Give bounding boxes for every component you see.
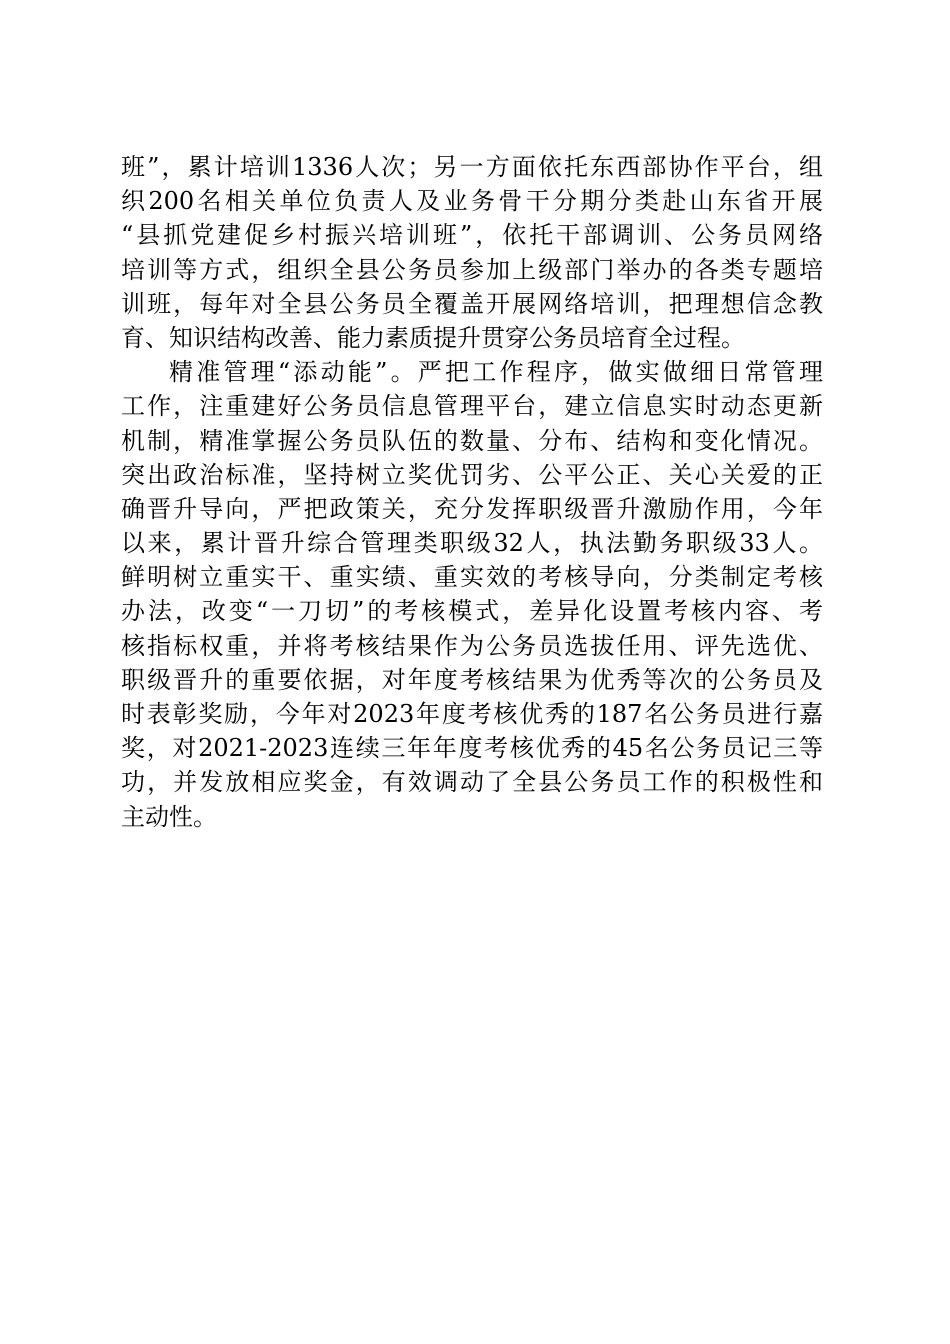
text-line: 育、知识结构改善、能力素质提升贯穿公务员培育全过程。 [121,323,745,352]
text-line: “县抓党建促乡村振兴培训班”，依托干部调训、公务员网络 [121,221,823,250]
text-line: 培训等方式，组织全县公务员参加上级部门举办的各类专题培 [121,255,823,284]
text-line: 鲜明树立重实干、重实绩、重实效的考核导向，分类制定考核 [121,563,823,592]
text-line: 功，并发放相应奖金，有效调动了全县公务员工作的积极性和 [121,768,823,797]
text-line: 确晋升导向，严把政策关，充分发挥职级晋升激励作用，今年 [121,494,823,523]
text-line: 织200名相关单位负责人及业务骨干分期分类赴山东省开展 [121,187,823,216]
paragraph-heading-line: 精准管理“添动能”。严把工作程序，做实做细日常管理 [169,358,823,387]
text-line: 班”，累计培训1336人次；另一方面依托东西部协作平台，组 [121,153,823,181]
text-line: 核指标权重，并将考核结果作为公务员选拔任用、评先选优、 [121,631,823,660]
text-line: 训班，每年对全县公务员全覆盖开展网络培训，把理想信念教 [121,289,823,318]
body-text [121,150,823,834]
text-line: 主动性。 [121,802,217,831]
text-line: 突出政治标准，坚持树立奖优罚劣、公平公正、关心关爱的正 [121,460,823,489]
text-line: 机制，精准掌握公务员队伍的数量、分布、结构和变化情况。 [121,426,823,455]
text-line: 工作，注重建好公务员信息管理平台，建立信息实时动态更新 [121,392,823,421]
text-line: 时表彰奖励，今年对2023年度考核优秀的187名公务员进行嘉 [121,700,823,728]
text-line: 以来，累计晋升综合管理类职级32人，执法勤务职级33人。 [121,529,823,558]
text-line: 奖，对2021-2023连续三年年度考核优秀的45名公务员记三等 [121,734,823,763]
text-line: 办法，改变“一刀切”的考核模式，差异化设置考核内容、考 [121,597,823,626]
text-line: 职级晋升的重要依据，对年度考核结果为优秀等次的公务员及 [121,665,823,694]
